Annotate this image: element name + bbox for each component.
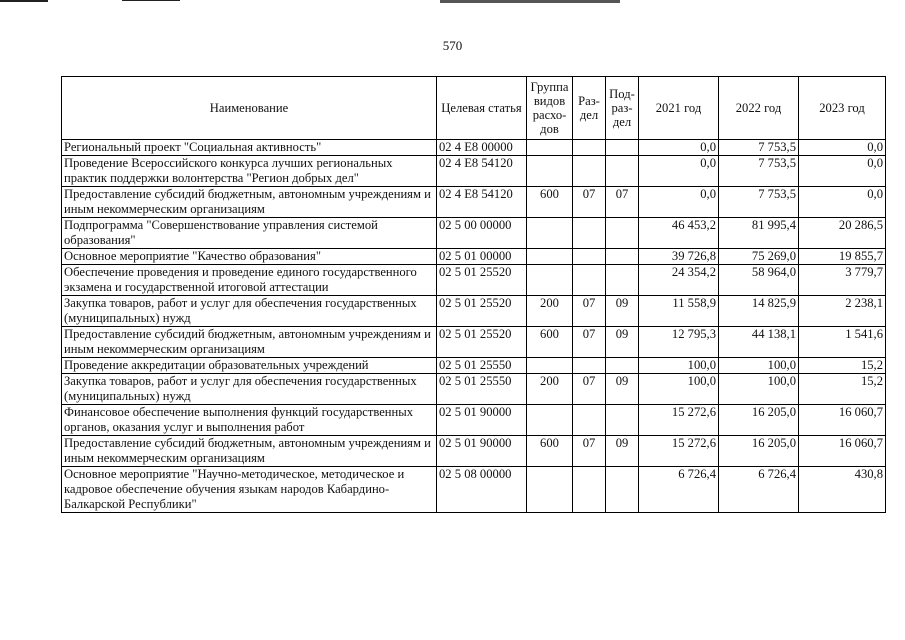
- cell-section: 07: [573, 374, 606, 405]
- cell-group: 200: [527, 296, 573, 327]
- header-rule-right: [440, 0, 620, 3]
- cell-group: [527, 156, 573, 187]
- cell-subsection: [606, 358, 639, 374]
- cell-section: 07: [573, 327, 606, 358]
- cell-section: [573, 265, 606, 296]
- cell-name: Региональный проект "Социальная активность": [62, 140, 437, 156]
- cell-2021: 11 558,9: [639, 296, 719, 327]
- cell-group: [527, 405, 573, 436]
- cell-section: [573, 218, 606, 249]
- page-number: 570: [442, 38, 463, 53]
- header-group: Группа видов расхо-дов: [527, 77, 573, 140]
- cell-target: 02 4 E8 54120: [437, 187, 527, 218]
- cell-section: 07: [573, 187, 606, 218]
- cell-2021: 0,0: [639, 187, 719, 218]
- cell-2023: 16 060,7: [799, 405, 886, 436]
- cell-name: Закупка товаров, работ и услуг для обеспечения государственных (муниципальных) нужд: [62, 374, 437, 405]
- cell-subsection: [606, 156, 639, 187]
- cell-target: 02 5 08 00000: [437, 467, 527, 513]
- cell-2022: 100,0: [719, 374, 799, 405]
- table-row: [62, 405, 886, 436]
- cell-2022: 44 138,1: [719, 327, 799, 358]
- cell-2023: 15,2: [799, 374, 886, 405]
- cell-target: 02 5 01 25520: [437, 296, 527, 327]
- cell-2021: 100,0: [639, 358, 719, 374]
- table-row: [62, 265, 886, 296]
- cell-2022: 16 205,0: [719, 405, 799, 436]
- cell-2022: 100,0: [719, 358, 799, 374]
- cell-section: [573, 405, 606, 436]
- cell-section: 07: [573, 296, 606, 327]
- cell-group: 600: [527, 436, 573, 467]
- cell-2021: 39 726,8: [639, 249, 719, 265]
- header-subsection: Под-раз-дел: [606, 77, 639, 140]
- cell-name: Финансовое обеспечение выполнения функций государственных органов, оказания услуг и выполнения работ: [62, 405, 437, 436]
- cell-target: 02 5 01 90000: [437, 405, 527, 436]
- cell-2021: 0,0: [639, 156, 719, 187]
- cell-2022: 7 753,5: [719, 140, 799, 156]
- table-row: [62, 296, 886, 327]
- table-row: [62, 187, 886, 218]
- cell-2022: 7 753,5: [719, 187, 799, 218]
- cell-subsection: [606, 218, 639, 249]
- cell-2022: 14 825,9: [719, 296, 799, 327]
- table-row: [62, 467, 886, 513]
- cell-2022: 16 205,0: [719, 436, 799, 467]
- cell-2021: 6 726,4: [639, 467, 719, 513]
- cell-name: Проведение аккредитации образовательных учреждений: [62, 358, 437, 374]
- cell-2023: 0,0: [799, 187, 886, 218]
- cell-subsection: [606, 467, 639, 513]
- cell-2021: 24 354,2: [639, 265, 719, 296]
- cell-2022: 7 753,5: [719, 156, 799, 187]
- cell-name: Основное мероприятие "Качество образования": [62, 249, 437, 265]
- header-2022: 2022 год: [719, 77, 799, 140]
- cell-name: Проведение Всероссийского конкурса лучших региональных практик поддержки волонтерства "Регион добрых дел": [62, 156, 437, 187]
- cell-name: Предоставление субсидий бюджетным, автономным учреждениям и иным некоммерческим организациям: [62, 187, 437, 218]
- cell-subsection: [606, 140, 639, 156]
- header-rule-middle: [122, 0, 180, 1]
- cell-group: [527, 249, 573, 265]
- cell-subsection: 09: [606, 327, 639, 358]
- table-row: [62, 374, 886, 405]
- cell-2023: 2 238,1: [799, 296, 886, 327]
- cell-group: [527, 140, 573, 156]
- cell-2023: 19 855,7: [799, 249, 886, 265]
- cell-group: [527, 218, 573, 249]
- cell-target: 02 5 01 25550: [437, 374, 527, 405]
- cell-name: Подпрограмма "Совершенствование управления системой образования": [62, 218, 437, 249]
- cell-target: 02 4 E8 54120: [437, 156, 527, 187]
- cell-2023: 1 541,6: [799, 327, 886, 358]
- cell-2023: 0,0: [799, 156, 886, 187]
- cell-target: 02 5 01 00000: [437, 249, 527, 265]
- cell-subsection: 07: [606, 187, 639, 218]
- cell-2022: 75 269,0: [719, 249, 799, 265]
- cell-section: [573, 249, 606, 265]
- cell-target: 02 5 01 25550: [437, 358, 527, 374]
- cell-2021: 46 453,2: [639, 218, 719, 249]
- cell-section: [573, 467, 606, 513]
- table-header-row: [62, 77, 886, 140]
- cell-target: 02 5 00 00000: [437, 218, 527, 249]
- cell-2021: 15 272,6: [639, 405, 719, 436]
- cell-section: [573, 156, 606, 187]
- cell-2021: 0,0: [639, 140, 719, 156]
- cell-2022: 81 995,4: [719, 218, 799, 249]
- table-body: [62, 140, 886, 513]
- cell-name: Основное мероприятие "Научно-методическое, методическое и кадровое обеспечение обучения языкам народов Кабардино-Балкарской Республики": [62, 467, 437, 513]
- cell-target: 02 4 E8 00000: [437, 140, 527, 156]
- table-row: [62, 156, 886, 187]
- cell-section: [573, 358, 606, 374]
- cell-2021: 12 795,3: [639, 327, 719, 358]
- cell-2023: 430,8: [799, 467, 886, 513]
- cell-2021: 100,0: [639, 374, 719, 405]
- cell-2022: 58 964,0: [719, 265, 799, 296]
- cell-subsection: [606, 405, 639, 436]
- header-name: Наименование: [62, 77, 437, 140]
- table-row: [62, 358, 886, 374]
- cell-subsection: [606, 249, 639, 265]
- cell-section: [573, 140, 606, 156]
- header-section: Раз-дел: [573, 77, 606, 140]
- header-rule-left: [0, 0, 48, 2]
- cell-2023: 20 286,5: [799, 218, 886, 249]
- cell-subsection: 09: [606, 296, 639, 327]
- cell-group: 600: [527, 327, 573, 358]
- header-target: Целевая статья: [437, 77, 527, 140]
- cell-group: 200: [527, 374, 573, 405]
- cell-group: [527, 265, 573, 296]
- table-row: [62, 140, 886, 156]
- header-2021: 2021 год: [639, 77, 719, 140]
- budget-table: [61, 76, 886, 513]
- cell-subsection: 09: [606, 374, 639, 405]
- cell-target: 02 5 01 25520: [437, 265, 527, 296]
- header-2023: 2023 год: [799, 77, 886, 140]
- cell-name: Предоставление субсидий бюджетным, автономным учреждениям и иным некоммерческим организациям: [62, 327, 437, 358]
- cell-target: 02 5 01 25520: [437, 327, 527, 358]
- cell-2023: 16 060,7: [799, 436, 886, 467]
- cell-name: Обеспечение проведения и проведение единого государственного экзамена и государственной итоговой аттестации: [62, 265, 437, 296]
- cell-group: 600: [527, 187, 573, 218]
- cell-2023: 15,2: [799, 358, 886, 374]
- table-row: [62, 249, 886, 265]
- cell-name: Закупка товаров, работ и услуг для обеспечения государственных (муниципальных) нужд: [62, 296, 437, 327]
- cell-target: 02 5 01 90000: [437, 436, 527, 467]
- cell-2023: 3 779,7: [799, 265, 886, 296]
- cell-section: 07: [573, 436, 606, 467]
- cell-subsection: [606, 265, 639, 296]
- cell-2021: 15 272,6: [639, 436, 719, 467]
- table-row: [62, 436, 886, 467]
- cell-subsection: 09: [606, 436, 639, 467]
- cell-group: [527, 467, 573, 513]
- cell-name: Предоставление субсидий бюджетным, автономным учреждениям и иным некоммерческим организациям: [62, 436, 437, 467]
- table-row: [62, 327, 886, 358]
- cell-group: [527, 358, 573, 374]
- table-row: [62, 218, 886, 249]
- cell-2023: 0,0: [799, 140, 886, 156]
- cell-2022: 6 726,4: [719, 467, 799, 513]
